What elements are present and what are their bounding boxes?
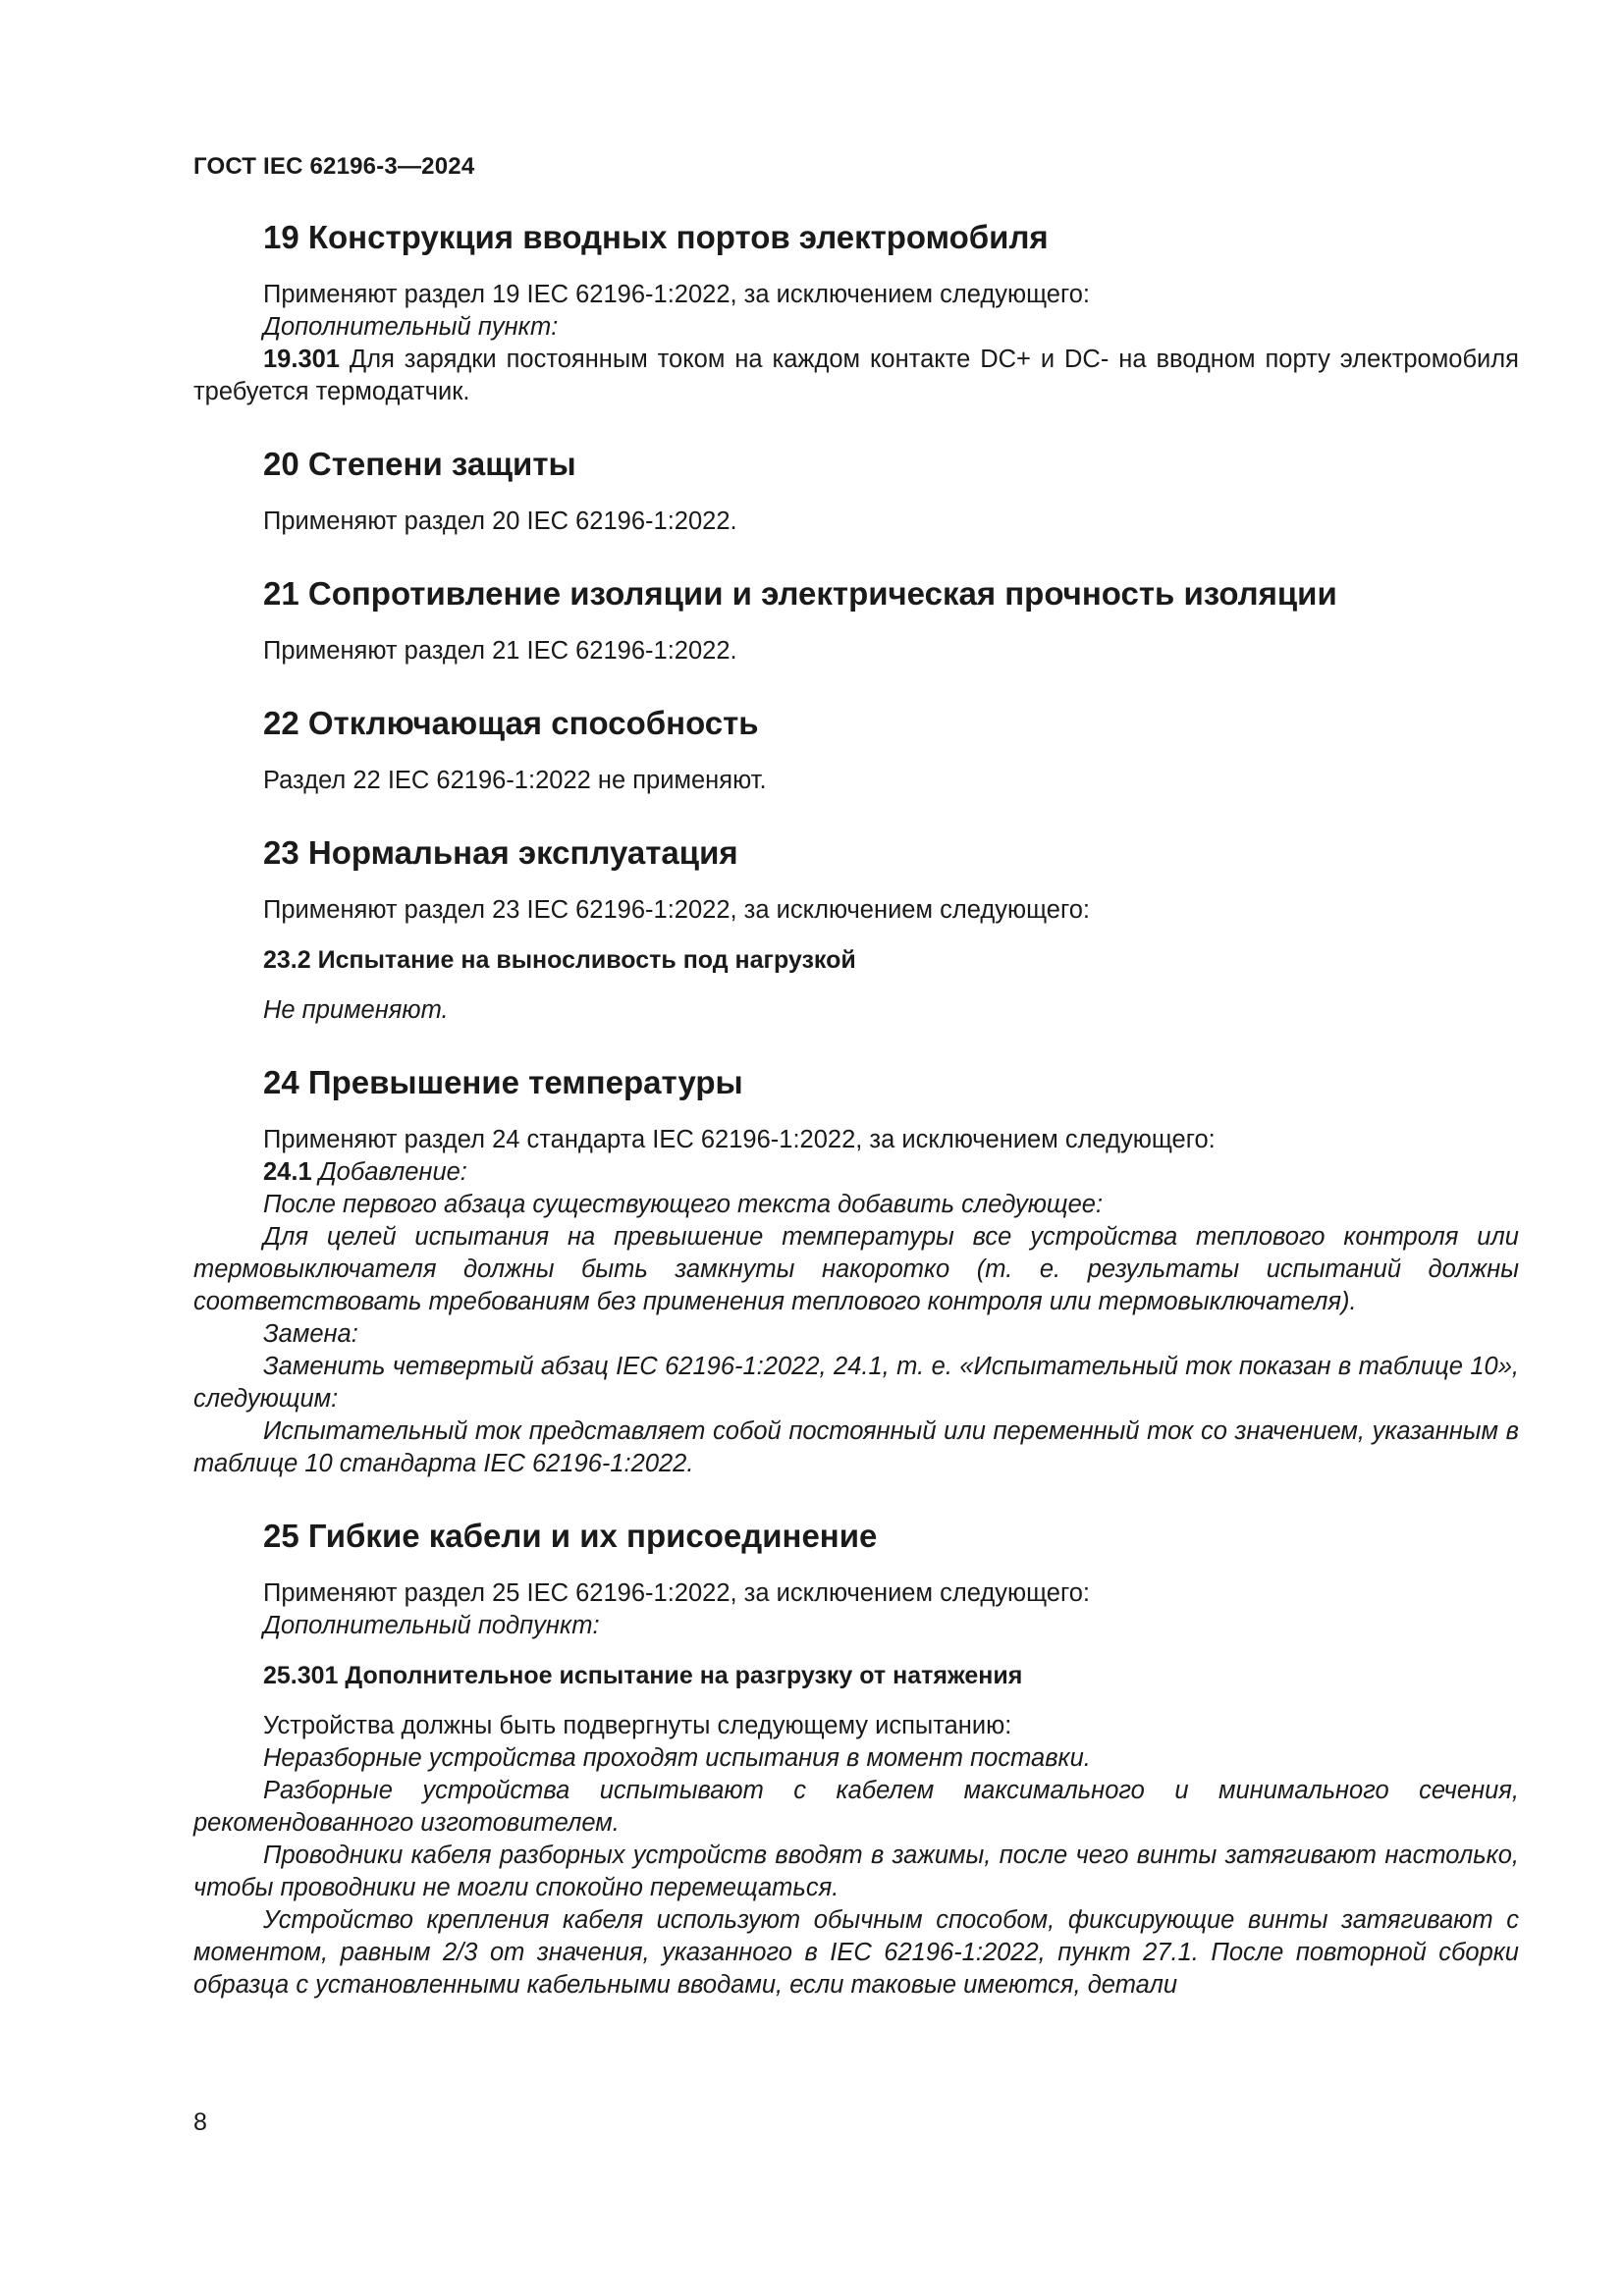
subsection-23-2-paragraph: Не применяют.: [263, 996, 449, 1024]
section-24-1-paragraph: [193, 1156, 1519, 1189]
section-24-paragraph: Применяют раздел 24 стандарта IEC 62196-1:2022, за исключением следующего:: [263, 1126, 1216, 1153]
subsection-25-301-text: Проводники кабеля разборных устройств вводят в зажимы, после чего винты затягивают настолько, чтобы проводники не могли спокойно перемещаться.: [193, 1842, 1519, 1901]
section-19-301-paragraph: [193, 344, 1519, 408]
subsection-25-301-text: Устройство крепления кабеля используют обычным способом, фиксирующие винты затягивают с моментом, равным 2/3 от значения, указанного в IEC 62196-1:2022, пункт 27.1. После повторной сборки образца с установленными кабельными вводами, если таковые имеются, детали: [193, 1906, 1519, 1999]
section-19-paragraph: Применяют раздел 19 IEC 62196-1:2022, за исключением следующего:: [263, 281, 1090, 308]
section-22-title: 22 Отключающая способность: [263, 705, 759, 741]
section-22-paragraph: Раздел 22 IEC 62196-1:2022 не применяют.: [263, 767, 767, 794]
section-24-replacement-text: Испытательный ток представляет собой постоянный или переменный ток со значением, указанным в таблице 10 стандарта IEC 62196-1:2022.: [193, 1417, 1519, 1477]
section-20-title: 20 Степени защиты: [263, 446, 576, 482]
subsection-25-301-text: Разборные устройства испытывают с кабелем максимального и минимального сечения, рекомендованного изготовителем.: [193, 1777, 1519, 1837]
document-code: ГОСТ IEC 62196-3—2024: [193, 153, 475, 180]
section-25-additional-subclause: Дополнительный подпункт:: [263, 1612, 600, 1639]
section-19-additional-clause: Дополнительный пункт:: [263, 313, 559, 341]
section-25-title: 25 Гибкие кабели и их присоединение: [263, 1518, 878, 1554]
section-19-title: 19 Конструкция вводных портов электромобиля: [263, 219, 1049, 255]
clause-text: Для зарядки постоянным током на каждом контакте DC+ и DC- на вводном порту электромобиля требуется термодатчик.: [193, 346, 1519, 405]
section-25-paragraph: Применяют раздел 25 IEC 62196-1:2022, за исключением следующего:: [263, 1579, 1090, 1607]
section-23-title: 23 Нормальная эксплуатация: [263, 834, 738, 871]
section-24-replacement-instruction: Заменить четвертый абзац IEC 62196-1:2022, 24.1, т. е. «Испытательный ток показан в таблице 10», следующим:: [193, 1353, 1519, 1413]
clause-text: Добавление:: [311, 1158, 467, 1186]
section-23-paragraph: Применяют раздел 23 IEC 62196-1:2022, за исключением следующего:: [263, 896, 1090, 924]
clause-number: 24.1: [263, 1158, 312, 1186]
section-20-paragraph: Применяют раздел 20 IEC 62196-1:2022.: [263, 507, 737, 535]
clause-number: 19.301: [263, 346, 340, 373]
document-body: [193, 218, 1519, 2002]
section-24-title: 24 Превышение температуры: [263, 1064, 743, 1100]
section-24-added-text: Для целей испытания на превышение температуры все устройства теплового контроля или термовыключателя должны быть замкнуты накоротко (т. е. результаты испытаний должны соответствовать требованиям без применения теплового контроля или термовыключателя).: [193, 1223, 1519, 1315]
subsection-25-301-title: 25.301 Дополнительное испытание на разгрузку от натяжения: [263, 1662, 1023, 1689]
page-number: 8: [193, 2109, 207, 2136]
subsection-25-301-intro: Устройства должны быть подвергнуты следующему испытанию:: [263, 1712, 1012, 1739]
section-24-instruction: После первого абзаца существующего текста добавить следующее:: [263, 1191, 1104, 1218]
subsection-25-301-text: Неразборные устройства проходят испытания в момент поставки.: [263, 1744, 1091, 1772]
section-24-replacement-label: Замена:: [263, 1320, 358, 1348]
section-21-paragraph: Применяют раздел 21 IEC 62196-1:2022.: [263, 637, 737, 665]
section-21-title: 21 Сопротивление изоляции и электрическая прочность изоляции: [263, 575, 1337, 612]
subsection-23-2-title: 23.2 Испытание на выносливость под нагрузкой: [263, 946, 856, 974]
